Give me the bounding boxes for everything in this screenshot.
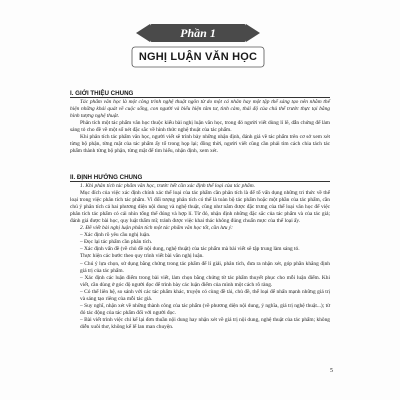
list-item: – Suy nghĩ, nhận xét về những thành công của tác phẩm (về phương diện nội dung, ý nghĩa, giá trị nghệ thuật...); từ đó tác động của tác phẩm đối với người đọc. [80, 302, 330, 316]
list-item: – Chú ý lựa chọn, sử dụng bằng chứng trong tác phẩm để lí giải, phân tích, đưa ra nhận xét, góp phần khẳng định giá trị của tác phẩm. [80, 260, 330, 274]
section-heading-intro: I. GIỚI THIỆU CHUNG [70, 90, 134, 97]
part-label: Phần 1 [180, 26, 216, 40]
guide-item-1: 1. Khi phân tích tác phẩm văn học, trước hết cần xác định thể loại của tác phẩm. [80, 183, 255, 189]
list-item: – Có thể liên hệ, so sánh với các tác phẩm khác, truyện có cùng đề tài, chủ đề, thể loại để nhấn mạnh những giá trị và sáng tạo riêng của mỗi tác giả. [80, 288, 330, 302]
page-title: NGHỊ LUẬN VĂN HỌC [138, 51, 258, 63]
intro-paragraph-3: Khi phân tích tác phẩm văn học, người viết sẽ trình bày những nhận định, đánh giá về tác phẩm trên cơ sở xem xét từng bộ phận, từng mặt của tác phẩm ấy tổ trong họp lại; đồng thời, người viết cũng cần phải tìm cách chia tách tác phẩm thành từng bộ phận, từng mặt để tìm hiểu, nhận định, xem xét. [70, 134, 330, 155]
guide-paragraph: Mục đích của việc xác định chính xác thể loại của tác phẩm cần phân tích là để tổ vấn dụng những tri thức về thể loại trong việc phân tích tác phẩm. Vì đối tượng phân tích có thể là toàn bộ tác phẩm hoặc một phần của tác phẩm, cần chú ý phân tích cả hai phương diện nội dung và nghệ thuật, cũng như nắm được đặc trưng của thể loại văn học để việc phân tích tác phẩm có cái nhìn tổng thể đúng và hợp lí. Từ đó, nhận định những đặc sắc của tác phẩm và của tác giả; đánh giá được bài học, quy luật thẩm mĩ; tránh được việc khai thác không đúng chuẩn mực của thể loại ấy. [70, 190, 330, 225]
list-item: – Xác định rõ yêu cầu nghị luận. [80, 232, 151, 239]
list-item: – Xác định vấn đề (về chủ đề nội dung, nghệ thuật) của tác phẩm mà bài viết sẽ tập trung làm sáng tỏ. [80, 246, 300, 253]
section-divider [70, 97, 330, 98]
section-divider [70, 181, 330, 182]
guide-block [70, 183, 330, 331]
list-item: – Bài viết trình việc chỉ kể lại đơn thuần nội dung hay nhận xét về giá trị nội dung, nghệ thuật của tác phẩm; không diễn xuôi thơ, không kể lể lan man chuyện. [80, 316, 330, 330]
intro-paragraph-2: Phân tích một tác phẩm văn học thuộc kiểu bài nghị luận văn học, trong đó người viết dùng lí lẽ, dẫn chứng để làm sáng tỏ cho đề về một số nét đặc sắc về hình thức nghệ thuật của tác phẩm. [70, 120, 330, 134]
list-item: – Đọc lại tác phẩm cần phân tích. [80, 239, 153, 246]
section-heading-guide: II. ĐỊNH HƯỚNG CHUNG [70, 174, 143, 181]
guide-item-2: 2. Đề viết bài nghị luận phân tích một tác phẩm văn học tốt, cần lưu ý: [80, 225, 233, 232]
chapter-banner [128, 20, 268, 72]
page-number: 5 [330, 368, 333, 374]
guide-paragraph: Thực hiện các bước theo quy trình viết bài văn nghị luận. [80, 253, 204, 260]
list-item: – Xác định các luận điểm trong bài viết, làm chọn bằng chứng từ tác phẩm thuyết phục cho mỗi luận điểm. Khi viết, cần dùng ở góc độ người đọc để trình bày các luận điểm của mình một cách rõ ràng. [80, 274, 330, 288]
intro-block [70, 99, 330, 155]
intro-paragraph-1: Tác phẩm văn học là một công trình nghệ thuật ngôn từ do một cá nhân hay một tập thể sáng tạo nên nhằm thể hiện những khái quát về cuộc sống, con người và biểu hiện tâm tư, tình cảm, thái độ của chủ thể trước thực tại bằng hình tượng nghệ thuật. [70, 99, 330, 120]
